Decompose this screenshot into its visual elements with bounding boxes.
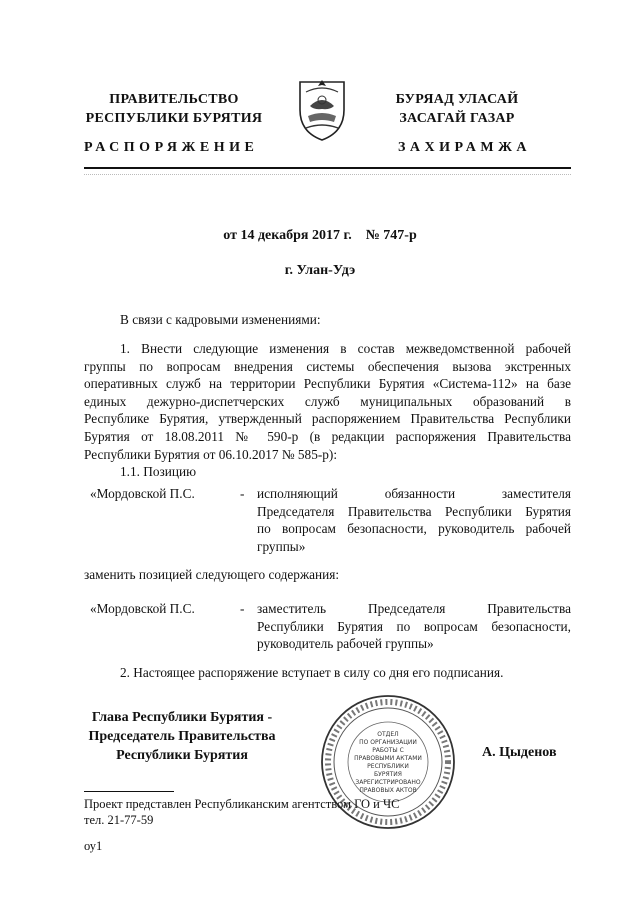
- position-2-description: [257, 600, 571, 653]
- header-left-line1: ПРАВИТЕЛЬСТВО: [109, 92, 239, 107]
- paragraph-1-line: оперативных служб на территории Республики Бурятия «Система-112» на базе: [84, 376, 571, 392]
- header-dotted-divider: [84, 174, 571, 179]
- header-rule: [84, 167, 571, 169]
- paragraph-1-line: группы по вопросам внедрения системы обеспечения вызова экстренных: [84, 358, 571, 374]
- header-right: [377, 90, 537, 128]
- footer-code: оу1: [84, 839, 103, 853]
- city: г. Улан-Удэ: [284, 263, 356, 278]
- replace-text: заменить позицией следующего содержания:: [84, 567, 340, 582]
- position-1-line: Председателя Правительства Республики Бурятия: [257, 503, 571, 519]
- intro-text: В связи с кадровыми изменениями:: [120, 312, 321, 327]
- signature-title: [84, 708, 280, 765]
- paragraph-1: [84, 340, 571, 481]
- subparagraph-1-1: 1.1. Позицию: [120, 464, 197, 480]
- paragraph-1-line: единых дежурно-диспетчерских служб муниципальных образований в: [84, 393, 571, 409]
- position-1-line: группы»: [257, 538, 306, 554]
- position-1-dash: -: [240, 486, 245, 501]
- stamp-text: БУРЯТИЯ: [374, 771, 402, 778]
- stamp-text: ПРАВОВЫХ АКТОВ: [359, 787, 417, 794]
- position-2-line: руководитель рабочей группы»: [257, 636, 434, 652]
- paragraph-1-line: 1. Внести следующие изменения в состав межведомственной рабочей: [120, 341, 571, 356]
- header-left: [84, 90, 264, 128]
- footer-line: Проект представлен Республиканским агентством ГО и ЧС: [84, 797, 400, 811]
- paragraph-2: 2. Настоящее распоряжение вступает в силу со дня его подписания.: [120, 665, 504, 680]
- header-right-line1: БУРЯАД УЛАСАЙ: [395, 92, 519, 107]
- paragraph-1-line: Бурятия от 18.08.2011 № 590-р (в редакции распоряжения Правительства: [84, 428, 571, 444]
- position-2-dash: -: [240, 601, 245, 616]
- signature-title-line: Председатель Правительства: [88, 729, 276, 744]
- signatory-name: А. Цыденов: [482, 745, 557, 760]
- coat-of-arms-emblem: [296, 76, 348, 142]
- position-1-line: по вопросам безопасности, руководитель рабочей: [257, 521, 571, 537]
- date-and-number: от 14 декабря 2017 г. № 747-р: [223, 228, 417, 243]
- stamp-text: РЕСПУБЛИКИ: [367, 763, 409, 770]
- position-1-name: «Мордовской П.С.: [90, 486, 195, 501]
- position-1-description: [257, 485, 571, 555]
- document-type-left: РАСПОРЯЖЕНИЕ: [84, 140, 259, 155]
- stamp-text: ПО ОРГАНИЗАЦИИ: [359, 739, 417, 746]
- stamp-text: ОТДЕЛ: [377, 731, 399, 738]
- header-left-line2: РЕСПУБЛИКИ БУРЯТИЯ: [85, 111, 263, 126]
- document-type-right: ЗАХИРАМЖА: [398, 140, 532, 155]
- position-2-line: заместитель Председателя Правительства: [257, 601, 571, 616]
- position-2-name: «Мордовской П.С.: [90, 601, 195, 616]
- signature-title-line: Республики Бурятия: [116, 748, 248, 763]
- footer-note: [84, 796, 399, 828]
- paragraph-1-line: Республики Бурятия от 06.10.2017 № 585-р):: [84, 446, 338, 462]
- stamp-text: РАБОТЫ С: [372, 747, 404, 754]
- signature-title-line: Глава Республики Бурятия -: [91, 710, 273, 725]
- position-1-line: исполняющий обязанности заместителя: [257, 486, 571, 501]
- footer-rule: [84, 791, 174, 792]
- footer-line: тел. 21-77-59: [84, 813, 154, 827]
- position-2-line: Республики Бурятия по вопросам безопасности,: [257, 618, 571, 634]
- stamp-text: ПРАВОВЫМИ АКТАМИ: [354, 755, 422, 762]
- stamp-text: ЗАРЕГИСТРИРОВАНО: [355, 779, 421, 786]
- header-right-line2: ЗАСАГАЙ ГАЗАР: [399, 111, 515, 126]
- paragraph-1-line: Республике Бурятия, утвержденный распоряжением Правительства Республики: [84, 411, 571, 427]
